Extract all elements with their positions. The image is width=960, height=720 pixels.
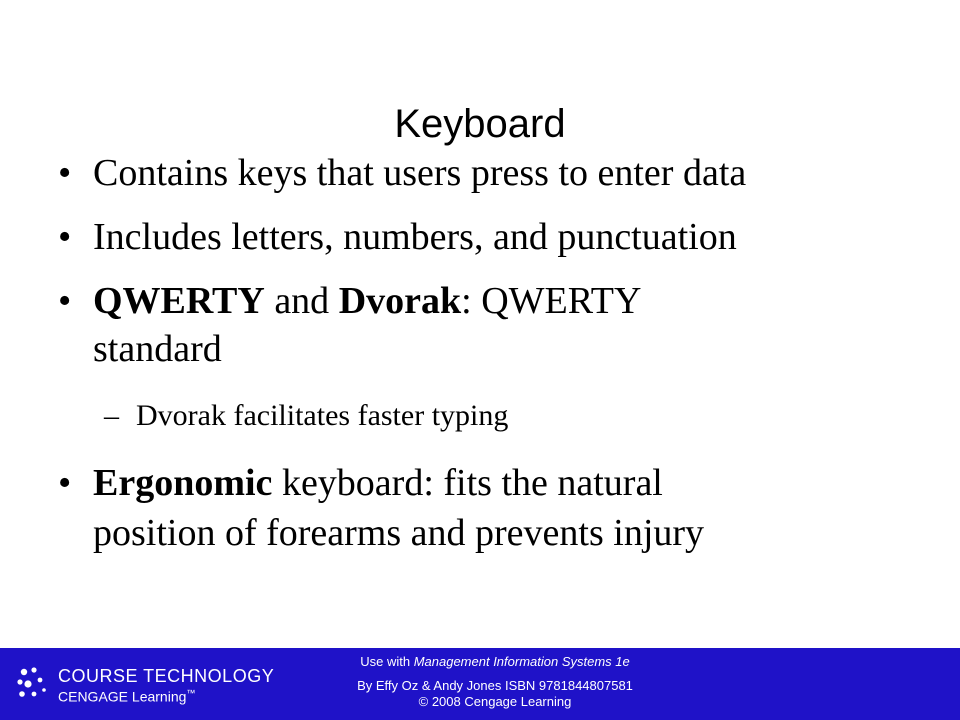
footer-bar — [0, 648, 960, 720]
bullet-text-part: and — [264, 280, 339, 322]
cengage-logo-icon — [14, 664, 52, 704]
credit-book-line — [290, 654, 700, 670]
credit-copyright: © 2008 Cengage Learning — [418, 694, 572, 709]
bullet-text — [93, 278, 641, 324]
credit-gap — [290, 670, 700, 678]
sub-bullet-text: Dvorak facilitates faster typing — [136, 399, 509, 432]
footer-credits — [290, 654, 700, 710]
credit-book-title: Management Information Systems 1e — [413, 654, 630, 669]
credit-prefix: Use with — [360, 654, 414, 669]
sub-bullet-dash: – — [104, 399, 119, 432]
logo-cengage-learning — [58, 688, 195, 705]
bullet-dot: • — [58, 216, 72, 258]
bullet-text: Includes letters, numbers, and punctuation — [93, 216, 737, 258]
logo-course-technology: COURSE TECHNOLOGY — [58, 666, 275, 686]
bullet-text — [93, 460, 663, 506]
bullet-text-part: : QWERTY — [461, 280, 642, 322]
bullet-text-part: keyboard: fits the natural — [272, 462, 663, 504]
term-qwerty: QWERTY — [93, 280, 265, 322]
credit-authors: By Effy Oz & Andy Jones ISBN 9781844807581 — [357, 678, 633, 693]
term-dvorak: Dvorak — [338, 280, 462, 322]
term-ergonomic: Ergonomic — [93, 462, 273, 504]
course-technology-logo — [14, 662, 274, 706]
bullet-text-line2: standard — [93, 328, 222, 370]
bullet-dot: • — [58, 462, 72, 504]
bullet-dot: • — [58, 280, 72, 322]
slide-title: Keyboard — [394, 102, 566, 146]
bullet-text: Contains keys that users press to enter data — [93, 152, 747, 194]
logo-cengage-text: CENGAGE Learning — [58, 688, 187, 705]
logo-tm: ™ — [186, 688, 196, 698]
bullet-dot: • — [58, 152, 72, 194]
bullet-text-line2: position of forearms and prevents injury — [93, 512, 705, 554]
